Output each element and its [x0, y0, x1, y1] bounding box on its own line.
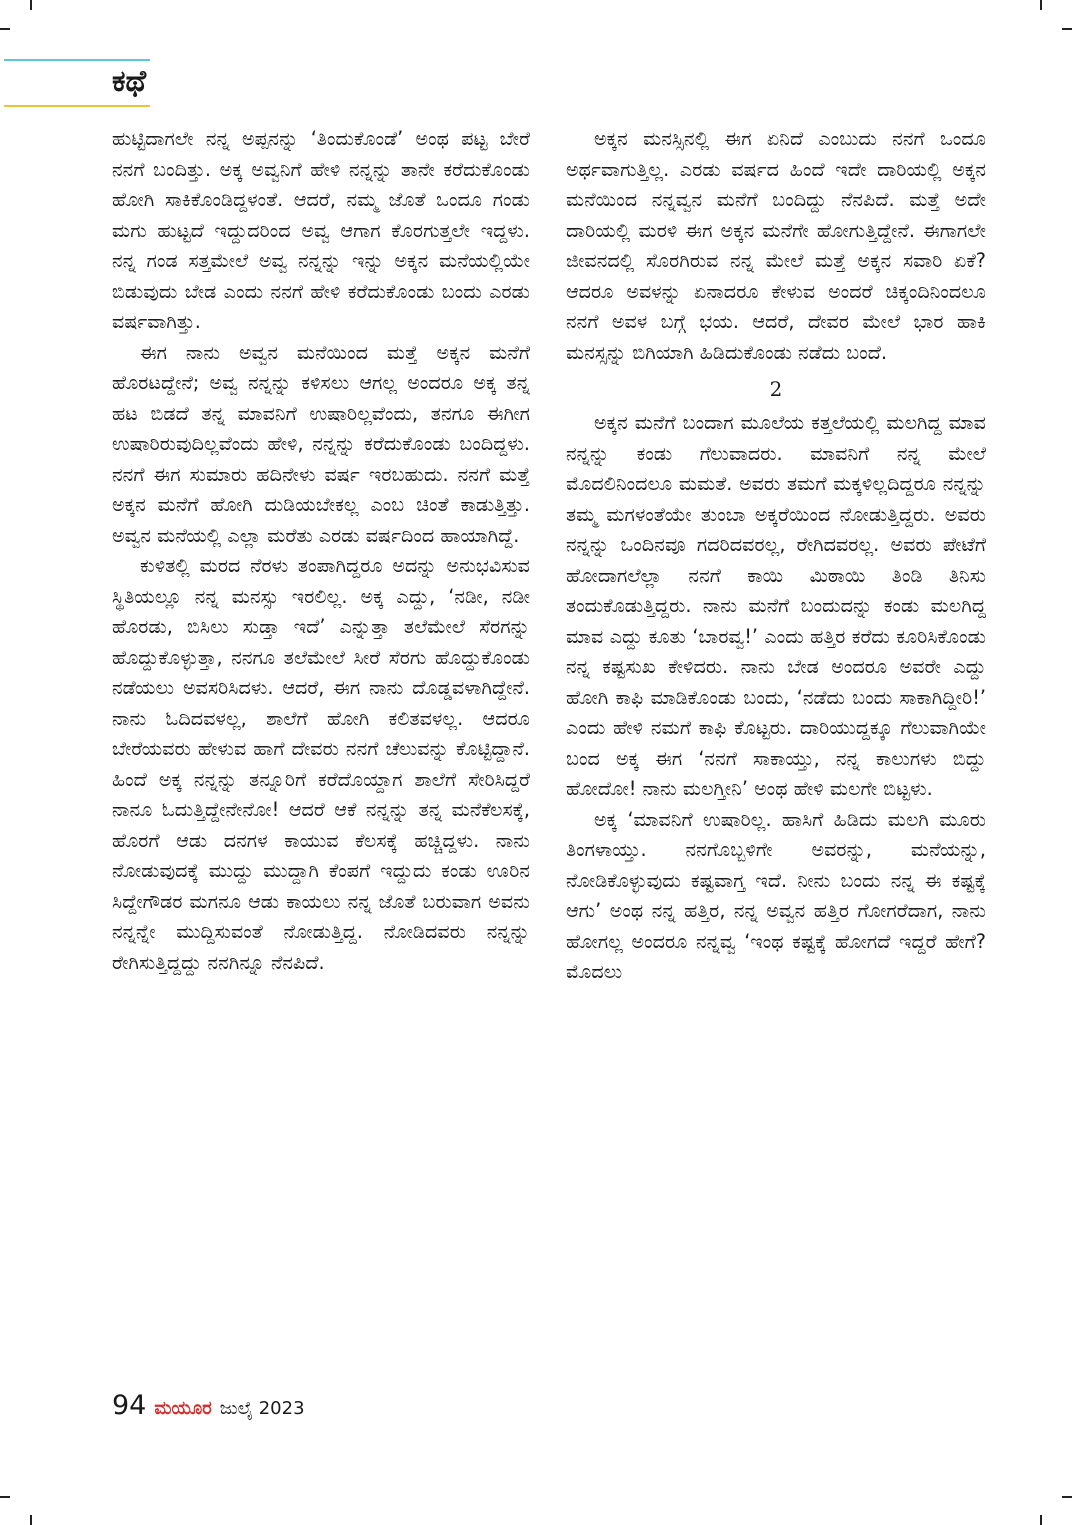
paragraph: ಅಕ್ಕನ ಮನಸ್ಸಿನಲ್ಲಿ ಈಗ ಏನಿದೆ ಎಂಬುದು ನನಗೆ ಒಂದೂ ಅರ್ಥವಾಗುತ್ತಿಲ್ಲ. ಎರಡು ವರ್ಷದ ಹಿಂದೆ ಇದೇ ದಾರಿಯಲ್ಲಿ ಅಕ್ಕನ ಮನೆಯಿಂದ ನನ್ನವ್ವನ ಮನೆಗೆ ಬಂದಿದ್ದು ನೆನಪಿದೆ. ಮತ್ತೆ ಅದೇ ದಾರಿಯಲ್ಲಿ ಮರಳಿ ಈಗ ಅಕ್ಕನ ಮನೆಗೇ ಹೋಗುತ್ತಿದ್ದೇನೆ. ಈಗಾಗಲೇ ಜೀವನದಲ್ಲಿ ಸೊರಗಿರುವ ನನ್ನ ಮೇಲೆ ಮತ್ತೆ ಅಕ್ಕನ ಸವಾರಿ ಏಕೆ? ಆದರೂ ಅವಳನ್ನು ಏನಾದರೂ ಕೇಳುವ ಅಂದರೆ ಚಿಕ್ಕಂದಿನಿಂದಲೂ ನನಗೆ ಅವಳ ಬಗ್ಗೆ ಭಯ. ಆದರೆ, ದೇವರ ಮೇಲೆ ಭಾರ ಹಾಕಿ ಮನಸ್ಸನ್ನು ಬಿಗಿಯಾಗಿ ಹಿಡಿದುಕೊಂಡು ನಡೆದು ಬಂದೆ.	[566, 127, 986, 364]
paragraph: ಈಗ ನಾನು ಅವ್ವನ ಮನೆಯಿಂದ ಮತ್ತೆ ಅಕ್ಕನ ಮನೆಗೆ ಹೊರಟದ್ದೇನೆ; ಅವ್ವ ನನ್ನನ್ನು ಕಳಿಸಲು ಆಗಲ್ಲ ಅಂದರೂ ಅಕ್ಕ ತನ್ನ ಹಟ ಬಿಡದೆ ತನ್ನ ಮಾವನಿಗೆ ಉಷಾರಿಲ್ಲವೆಂದು, ತನಗೂ ಈಗೀಗ ಉಷಾರಿರುವುದಿಲ್ಲವೆಂದು ಹೇಳಿ, ನನ್ನನ್ನು ಕರೆದುಕೊಂಡು ಬಂದಿದ್ದಳು. ನನಗೆ ಈಗ ಸುಮಾರು ಹದಿನೇಳು ವರ್ಷ ಇರಬಹುದು. ನನಗೆ ಮತ್ತೆ ಅಕ್ಕನ ಮನೆಗೆ ಹೋಗಿ ದುಡಿಯಬೇಕಲ್ಲ ಎಂಬ ಚಿಂತೆ ಕಾಡುತ್ತಿತ್ತು. ಅವ್ವನ ಮನೆಯಲ್ಲಿ ಎಲ್ಲಾ ಮರೆತು ಎರಡು ವರ್ಷದಿಂದ ಹಾಯಾಗಿದ್ದೆ.	[112, 340, 530, 547]
issue-date: ಜುಲೈ 2023	[219, 1398, 305, 1419]
paragraph: ಕುಳಿತಲ್ಲಿ ಮರದ ನೆರಳು ತಂಪಾಗಿದ್ದರೂ ಅದನ್ನು ಅನುಭವಿಸುವ ಸ್ಥಿತಿಯಲ್ಲೂ ನನ್ನ ಮನಸ್ಸು ಇರಲಿಲ್ಲ. ಅಕ್ಕ ಎದ್ದು, ‘ನಡೀ, ನಡೀ ಹೊರಡು, ಬಿಸಿಲು ಸುಡ್ತಾ ಇದೆ’ ಎನ್ನುತ್ತಾ ತಲೆಮೇಲೆ ಸೆರಗನ್ನು ಹೊದ್ದುಕೊಳ್ಳುತ್ತಾ, ನನಗೂ ತಲೆಮೇಲೆ ಸೀರೆ ಸೆರಗು ಹೊದ್ದುಕೊಂಡು ನಡೆಯಲು ಅವಸರಿಸಿದಳು. ಆದರೆ, ಈಗ ನಾನು ದೊಡ್ಡವಳಾಗಿದ್ದೇನೆ. ನಾನು ಓದಿದವಳಲ್ಲ, ಶಾಲೆಗೆ ಹೋಗಿ ಕಲಿತವಳಲ್ಲ. ಆದರೂ ಬೇರೆಯವರು ಹೇಳುವ ಹಾಗೆ ದೇವರು ನನಗೆ ಚೆಲುವನ್ನು ಕೊಟ್ಟಿದ್ದಾನೆ. ಹಿಂದೆ ಅಕ್ಕ ನನ್ನನ್ನು ತನ್ನೂರಿಗೆ ಕರೆದೊಯ್ದಾಗ ಶಾಲೆಗೆ ಸೇರಿಸಿದ್ದರೆ ನಾನೂ ಓದುತ್ತಿದ್ದೇನೇನೋ! ಆದರೆ ಆಕೆ ನನ್ನನ್ನು ತನ್ನ ಮನೆಕೆಲಸಕ್ಕೆ, ಹೊರಗೆ ಆಡು ದನಗಳ ಕಾಯುವ ಕೆಲಸಕ್ಕೆ ಹಚ್ಚಿದ್ದಳು. ನಾನು ನೋಡುವುದಕ್ಕೆ ಮುದ್ದು ಮುದ್ದಾಗಿ ಕೆಂಪಗೆ ಇದ್ದುದು ಕಂಡು ಊರಿನ ಸಿದ್ದೇಗೌಡರ ಮಗನೂ ಆಡು ಕಾಯಲು ನನ್ನ ಜೊತೆ ಬರುವಾಗ ಅವನು ನನ್ನನ್ನೇ ಮುದ್ದಿಸುವಂತೆ ನೋಡುತ್ತಿದ್ದ. ನೋಡಿದವರು ನನ್ನನ್ನು ರೇಗಿಸುತ್ತಿದ್ದದ್ದು ನನಗಿನ್ನೂ ನೆನಪಿದೆ.	[112, 554, 530, 974]
page-number: 94	[112, 1390, 147, 1421]
paragraph: ಅಕ್ಕ ‘ಮಾವನಿಗೆ ಉಷಾರಿಲ್ಲ. ಹಾಸಿಗೆ ಹಿಡಿದು ಮಲಗಿ ಮೂರು ತಿಂಗಳಾಯ್ತು. ನನಗೊಬ್ಬಳಿಗೇ ಅವರನ್ನು, ಮನೆಯನ್ನು, ನೋಡಿಕೊಳ್ಳುವುದು ಕಷ್ಟವಾಗ್ತ ಇದೆ. ನೀನು ಬಂದು ನನ್ನ ಈ ಕಷ್ಟಕ್ಕೆ ಆಗು’ ಅಂಥ ನನ್ನ ಹತ್ತಿರ, ನನ್ನ ಅವ್ವನ ಹತ್ತಿರ ಗೋಗರೆದಾಗ, ನಾನು ಹೋಗಲ್ಲ ಅಂದರೂ ನನ್ನವ್ವ ‘ಇಂಥ ಕಷ್ಟಕ್ಕೆ ಹೋಗದೆ ಇದ್ದರೆ ಹೇಗೆ? ಮೊದಲು	[566, 807, 986, 983]
section-rule-top	[4, 59, 150, 61]
page-footer	[112, 1390, 305, 1430]
crop-mark	[30, 1515, 32, 1525]
crop-mark	[1040, 1515, 1042, 1525]
section-rule-bottom	[4, 105, 150, 107]
right-column	[566, 124, 986, 988]
section-number: 2	[769, 377, 783, 401]
left-column	[112, 124, 530, 978]
section-label: ಕಥೆ	[112, 64, 147, 99]
crop-mark	[1040, 0, 1042, 10]
crop-mark	[0, 28, 10, 30]
magazine-name: ಮಯೂರ	[154, 1398, 212, 1419]
paragraph: ಹುಟ್ಟಿದಾಗಲೇ ನನ್ನ ಅಪ್ಪನನ್ನು ‘ತಿಂದುಕೊಂಡೆ’ ಅಂಥ ಪಟ್ಟ ಬೇರೆ ನನಗೆ ಬಂದಿತ್ತು. ಅಕ್ಕ ಅವ್ವನಿಗೆ ಹೇಳಿ ನನ್ನನ್ನು ತಾನೇ ಕರೆದುಕೊಂಡು ಹೋಗಿ ಸಾಕಿಕೊಂಡಿದ್ದಳಂತೆ. ಆದರೆ, ನಮ್ಮ ಜೊತೆ ಒಂದೂ ಗಂಡು ಮಗು ಹುಟ್ಟದೆ ಇದ್ದುದರಿಂದ ಅವ್ವ ಆಗಾಗ ಕೊರಗುತ್ತಲೇ ಇದ್ದಳು. ನನ್ನ ಗಂಡ ಸತ್ತಮೇಲೆ ಅವ್ವ ನನ್ನನ್ನು ಇನ್ನು ಅಕ್ಕನ ಮನೆಯಲ್ಲಿಯೇ ಬಿಡುವುದು ಬೇಡ ಎಂದು ನನಗೆ ಹೇಳಿ ಕರೆದುಕೊಂಡು ಬಂದು ಎರಡು ವರ್ಷವಾಗಿತ್ತು.	[112, 127, 530, 333]
crop-mark	[1062, 28, 1072, 30]
paragraph: ಅಕ್ಕನ ಮನೆಗೆ ಬಂದಾಗ ಮೂಲೆಯ ಕತ್ತಲೆಯಲ್ಲಿ ಮಲಗಿದ್ದ ಮಾವ ನನ್ನನ್ನು ಕಂಡು ಗೆಲುವಾದರು. ಮಾವನಿಗೆ ನನ್ನ ಮೇಲೆ ಮೊದಲಿನಿಂದಲೂ ಮಮತೆ. ಅವರು ತಮಗೆ ಮಕ್ಕಳಿಲ್ಲದಿದ್ದರೂ ನನ್ನನ್ನು ತಮ್ಮ ಮಗಳಂತೆಯೇ ತುಂಬಾ ಅಕ್ಕರೆಯಿಂದ ನೋಡುತ್ತಿದ್ದರು. ಅವರು ನನ್ನನ್ನು ಒಂದಿನವೂ ಗದರಿದವರಲ್ಲ, ರೇಗಿದವರಲ್ಲ. ಅವರು ಪೇಟೆಗೆ ಹೋದಾಗಲೆಲ್ಲಾ ನನಗೆ ಕಾಯಿ ಮಿಠಾಯಿ ತಿಂಡಿ ತಿನಿಸು ತಂದುಕೊಡುತ್ತಿದ್ದರು. ನಾನು ಮನೆಗೆ ಬಂದುದನ್ನು ಕಂಡು ಮಲಗಿದ್ದ ಮಾವ ಎದ್ದು ಕೂತು ‘ಬಾರವ್ವ!’ ಎಂದು ಹತ್ತಿರ ಕರೆದು ಕೂರಿಸಿಕೊಂಡು ನನ್ನ ಕಷ್ಟಸುಖ ಕೇಳಿದರು. ನಾನು ಬೇಡ ಅಂದರೂ ಅವರೇ ಎದ್ದು ಹೋಗಿ ಕಾಫಿ ಮಾಡಿಕೊಂಡು ಬಂದು, ‘ನಡೆದು ಬಂದು ಸಾಕಾಗಿದ್ದೀರಿ!’ ಎಂದು ಹೇಳಿ ನಮಗೆ ಕಾಫಿ ಕೊಟ್ಟರು. ದಾರಿಯುದ್ದಕ್ಕೂ ಗೆಲುವಾಗಿಯೇ ಬಂದ ಅಕ್ಕ ಈಗ ‘ನನಗೆ ಸಾಕಾಯ್ತು, ನನ್ನ ಕಾಲುಗಳು ಬಿದ್ದು ಹೋದೋ! ನಾನು ಮಲಗ್ತೀನಿ’ ಅಂಥ ಹೇಳಿ ಮಲಗೇ ಬಿಟ್ಟಳು.	[566, 411, 986, 800]
crop-mark	[30, 0, 32, 10]
crop-mark	[0, 1496, 10, 1498]
crop-mark	[1062, 1496, 1072, 1498]
